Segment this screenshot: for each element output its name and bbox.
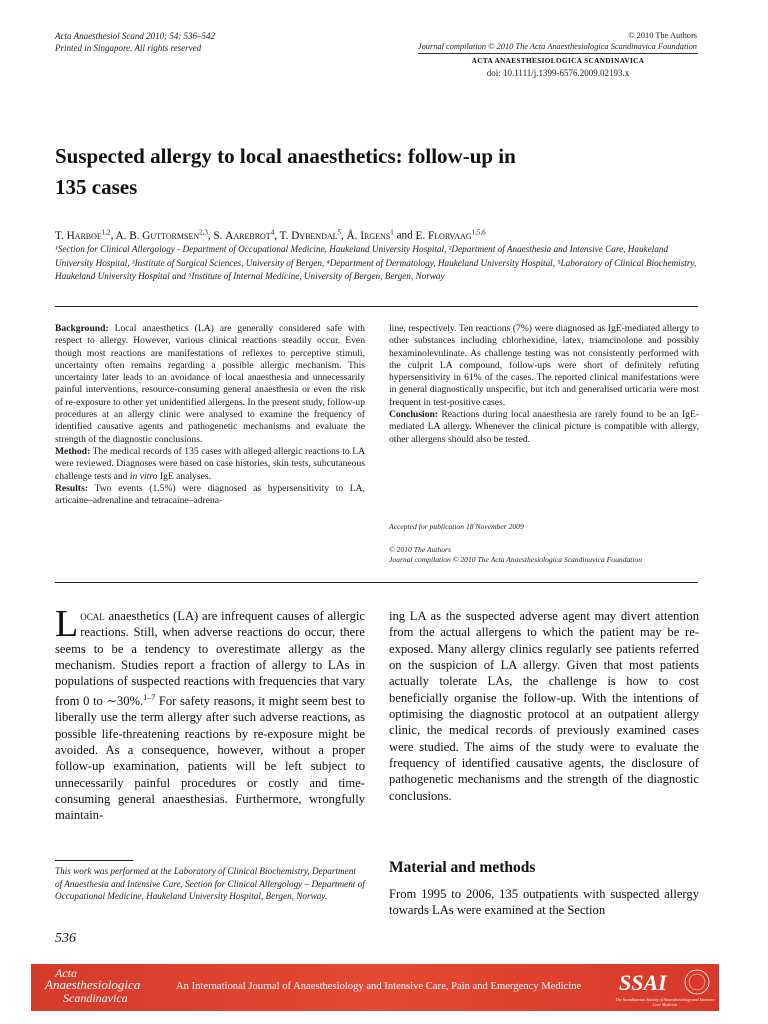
doi[interactable]: doi: 10.1111/j.1399-6576.2009.02193.x: [486, 68, 630, 78]
abstract-left-column: [55, 323, 365, 507]
methods-text: From 1995 to 2006, 135 outpatients with suspected allergy towards LAs were examined at the Section: [389, 887, 699, 918]
journal-name: ACTA ANAESTHESIOLOGICA SCANDINAVICA: [471, 57, 645, 65]
author-name: Å. Irgens$^1$: [346, 228, 394, 242]
journal-logo: [33, 967, 183, 1009]
body-left-column: [55, 603, 365, 824]
printed-line: Printed in Singapore. All rights reserved: [55, 43, 202, 53]
emblem-caption: The Scandinavian Society of Anaesthesiology and Intensive Care Medicine: [615, 997, 715, 1007]
body-right-column: ing LA as the suspected adverse agent may divert attention from the actual allergens to which the patient may be re-exposed. Many allergy clinics regularly see patients referred on the suspicion of LA allergy. Given that most patients actually tolerate LAs, the challenge is how to cost beneficially organise the follow-up. With the intentions of optimising the diagnostic protocol at an outpatient allergy clinic, the medical records of previously examined cases were studied. The aims of the study were to evaluate the frequency of identified causative agents, the disclosure of pathogenetic mechanisms and the strength of the diagnostic conclusions.: [389, 609, 699, 803]
copyright-authors: © 2010 The Authors: [628, 31, 697, 40]
page-number: 536: [55, 931, 76, 946]
ssai-emblem: [613, 968, 717, 1008]
author-affiliation-marker: 1,2: [101, 228, 111, 236]
method-italic: in vitro: [129, 470, 158, 482]
intro-text-continued: For safety reasons, it might seem best to liberally use the term allergy after such adverse reactions, as possible life-threatening reactions by re-exposure might be avoided. As a consequence, however, without a proper follow-up examination, patients will be left subject to unnecessarily painful procedures or costly and time-consuming general anaesthesias. Furthermore, wrongfully maintain-: [55, 693, 365, 823]
conclusion-text: Reactions during local anaesthesia are rarely found to be an IgE-mediated LA allergy. Whenever the clinical picture is compatible with allergy, other allergens should also be tested.: [389, 409, 699, 445]
results-text-continued: line, respectively. Ten reactions (7%) were diagnosed as IgE-mediated allergy to other substances including chlorhexidine, latex, triamcinolone and possibly hexaminolevulinate. As challenge testing was not consistently performed with the culprit LA compound, follow-ups were short of definitely refuting hypersensitivity in 61% of the cases. The reported clinical manifestations were in general diagnostically unspecific, but itch and generalised urticaria were most frequent in test-positive cases.: [389, 323, 699, 408]
header-copyright: [357, 30, 697, 52]
background-text: Local anaesthetics (LA) are generally considered safe with respect to allergy. However, various clinical reactions steadily occur. Even though most reactions are manifestations of reflexes to perceptive stimuli, uncertainty often remains regarding a possible allergic mechanism. This uncertainty later leads to an avoidance of local anaesthesia and unnecessarily painful interventions, resource-consuming general anaesthesia or even the risk of re-exposure to other yet unidentified allergens. In the present study, follow-up procedures at an allergy clinic were analysed to examine the frequency of identified causative agents and pathogenetic mechanisms and evaluate the strength of the diagnostic conclusions.: [55, 323, 365, 445]
first-word: ocal: [80, 609, 105, 623]
article-title: [55, 141, 675, 203]
footnote: This work was performed at the Laboratory of Clinical Biochemistry, Department of Anaesthesia and Intensive Care, Section for Clinical Allergology – Department of Occupational Medicine, Haukeland University Hospital, Bergen, Norway.: [55, 866, 365, 901]
author-name: S. Aarebrot$^4$: [213, 228, 275, 242]
results-text: Two events (1.5%) were diagnosed as hypersensitivity to LA, articaine–adrenaline and tetracaine–adrena-: [55, 482, 365, 507]
logo-line-3: Scandinavica: [63, 991, 128, 1005]
author-name: A. B. Guttormsen$^{2,3}$: [115, 228, 208, 242]
background-label: Background:: [55, 323, 109, 334]
author-name: E. Florvaag$^{1,5,6}$: [415, 228, 486, 242]
title-line-1: Suspected allergy to local anaesthetics: follow-up in: [55, 144, 516, 168]
conclusion-label: Conclusion:: [389, 409, 439, 421]
journal-banner: [31, 964, 719, 1011]
author-list: T. Harboe$^{1,2}$, A. B. Guttormsen$^{2,3}$, S. Aarebrot$^4$, T. Dybendal$^5$, Å. Irgens$^1$ and E. Florvaag$^{1,5,6}$: [55, 228, 486, 242]
affiliations: ¹Section for Clinical Allergology - Department of Occupational Medicine, Haukeland University Hospital, ²Department of Anaesthesia and Intensive Care, Haukeland University Hospital, ³Institute of Surgical Sciences, University of Bergen, ⁴Department of Dermatology, Haukeland University Hospital, ⁵Laboratory of Clinical Biochemistry, Haukeland University Hospital and ⁶Institute of Internal Medicine, University of Bergen, Bergen, Norway: [55, 244, 697, 282]
author-name: T. Harboe$^{1,2}$: [55, 228, 111, 242]
method-text-end: IgE analyses.: [157, 470, 212, 482]
method-label: Method:: [55, 445, 91, 457]
section-heading: Material and methods: [389, 859, 536, 876]
logo-line-2: Anaesthesiologica: [45, 977, 141, 992]
intro-text: anaesthetics (LA) are infrequent causes of allergic reactions. Still, when adverse reactions do occur, there seems to be a tendency to overestimate allergy as the mechanism. Studies report a fraction of allergy to LAs in populations of suspected reactions with frequencies that vary from 0 to ∼30%.: [55, 609, 365, 708]
journal-tagline: An International Journal of Anaesthesiology and Intensive Care, Pain and Emergency Medicine: [176, 981, 582, 992]
citation-line: Acta Anaesthesiol Scand 2010; 54: 536–542: [55, 31, 216, 41]
journal-citation: [55, 30, 215, 54]
abstract-top-divider: [55, 306, 698, 307]
results-label: Results:: [55, 482, 89, 494]
ssai-logo-icon: [613, 968, 717, 998]
copyright-compilation: Journal compilation © 2010 The Acta Anaesthesiologica Scandinavica Foundation: [417, 42, 697, 51]
logo-line-1: Acta: [55, 966, 77, 980]
author-affiliation-marker: 1,5,6: [471, 228, 486, 236]
author-name: T. Dybendal$^5$: [279, 228, 342, 242]
title-line-2: 135 cases: [55, 175, 138, 199]
emblem-letters: SSAI: [619, 970, 667, 995]
abstract-copyright-compilation: Journal compilation © 2010 The Acta Anaesthesiologica Scandinavica Foundation: [389, 555, 643, 564]
author-affiliation-marker: 4: [270, 228, 275, 236]
reference-superscript[interactable]: 1–7: [143, 692, 156, 702]
abstract-copyright-authors: © 2010 The Authors: [389, 545, 451, 554]
method-text: The medical records of 135 cases with alleged allergic reactions to LA were reviewed. Diagnoses were based on case histories, skin tests, subcutaneous challenge tests and: [55, 445, 365, 482]
abstract-bottom-divider: [55, 582, 698, 583]
footnote-divider: [55, 860, 133, 861]
author-affiliation-marker: 1: [390, 228, 394, 236]
author-affiliation-marker: 2,3: [199, 228, 208, 236]
abstract-right-column: [389, 323, 699, 446]
accepted-date: Accepted for publication 18 November 2009: [389, 522, 524, 531]
abstract-copyright: [389, 545, 642, 565]
header-divider: [418, 53, 698, 54]
author-affiliation-marker: 5: [337, 228, 342, 236]
drop-cap: L: [55, 603, 79, 645]
